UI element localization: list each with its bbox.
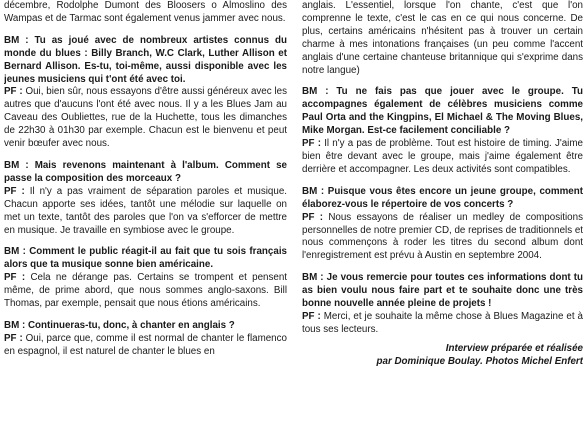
- question-7: BM : Je vous remercie pour toutes ces informations dont tu as bien voulu nous faire part et te souhaite donc une très bonne nouvelle année pleine de projets !: [302, 272, 583, 310]
- question-3: BM : Comment le public réagit-il au fait que tu sois français alors que ta musique sonne bien américaine.: [4, 246, 287, 271]
- answer-text: Oui, parce que, comme il est normal de chanter le flamenco en espagnol, il est naturel de chanter le blues en: [4, 332, 287, 357]
- continuation-paragraph: anglais. L'essentiel, lorsque l'on chante, c'est que l'on comprenne le texte, c'est le cas en ce qui nous concerne. De plus, certains américains n'hésitent pas à trouver un certain charme à mes intonations françaises (un peu comme l'accent anglais d'une certaine chanteuse britannique qui s'exprime dans notre langue): [302, 0, 583, 76]
- answer-text: Oui, bien sûr, nous essayons d'être aussi généreux avec les autres que d'aucuns l'ont été avec nous. Il y a les Blues Jam au Caveau des Oubliettes, rue de la Huchette, tous les dimanches de 22h30 à 01h30 par exemple. Chacun est le bienvenu et peut venir bœufer avec nous.: [4, 86, 287, 150]
- answer-tag: PF :: [302, 310, 321, 322]
- answer-1: [4, 86, 287, 151]
- question-1: BM : Tu as joué avec de nombreux artistes connus du monde du blues : Billy Branch, W.C Clark, Luther Allison et Bernard Allison. Es-tu, toi-même, aussi disponible avec les jeunes musiciens qui t'ont été avec toi.: [4, 34, 287, 85]
- signature: [302, 342, 583, 368]
- answer-text: Merci, et je souhaite la même chose à Blues Magazine et à tous ses lecteurs.: [302, 310, 583, 335]
- answer-text: Cela ne dérange pas. Certains se trompent et pensent même, de prime abord, que nous sommes anglo-saxons. Bill Thomas, par exemple, pensait que nous étions américains.: [4, 272, 287, 310]
- answer-3: [4, 272, 287, 311]
- question-2: BM : Mais revenons maintenant à l'album. Comment se passe la composition des morceaux ?: [4, 159, 287, 184]
- question-4: BM : Continueras-tu, donc, à chanter en anglais ?: [4, 319, 235, 331]
- answer-7: [302, 311, 583, 337]
- answer-tag: PF :: [4, 272, 26, 284]
- answer-6: [302, 212, 583, 264]
- answer-tag: PF :: [4, 332, 23, 344]
- answer-tag: PF :: [302, 211, 324, 223]
- intro-paragraph: décembre, Rodolphe Dumont des Bloosers o Almoslino des Wampas et de Tarmac sont également venus jammer avec nous.: [4, 0, 287, 24]
- right-column: [302, 0, 583, 444]
- answer-tag: PF :: [302, 138, 321, 150]
- signature-line-2: par Dominique Boulay. Photos Michel Enfert: [376, 355, 583, 367]
- answer-text: Il n'y a pas vraiment de séparation paroles et musique. Chacun apporte ses idées, tantôt une mélodie sur laquelle on met un texte, tantôt des paroles que l'on va s'efforcer de mettre en musique. Je travaille en symbiose avec le groupe.: [4, 185, 287, 236]
- answer-text: Il n'y a pas de problème. Tout est histoire de timing. J'aime bien être devant avec le groupe, mais j'aime également être derrière et accompagner. Les deux activités sont compatibles.: [302, 138, 583, 175]
- signature-line-1: Interview préparée et réalisée: [445, 342, 583, 354]
- answer-tag: PF :: [4, 185, 25, 197]
- question-6: BM : Puisque vous êtes encore un jeune groupe, comment élaborez-vous le répertoire de vos concerts ?: [302, 185, 583, 210]
- answer-4: [4, 333, 287, 359]
- answer-tag: PF :: [4, 86, 23, 98]
- question-5: BM : Tu ne fais pas que jouer avec le groupe. Tu accompagnes également de célèbres musiciens comme Paul Orta and the Kingpins, El Michael & The Moving Blues, Mike Morgan. Est-ce facilement conciliable ?: [302, 86, 583, 137]
- left-column: [4, 0, 287, 444]
- answer-5: [302, 138, 583, 177]
- answer-2: [4, 186, 287, 238]
- answer-text: Nous essayons de réaliser un medley de compositions personnelles de notre premier CD, de reprises de traditionnels et nous commençons à roder les titres du second album dont l'enregistrement est prévu à Austin en septembre 2004.: [302, 211, 583, 262]
